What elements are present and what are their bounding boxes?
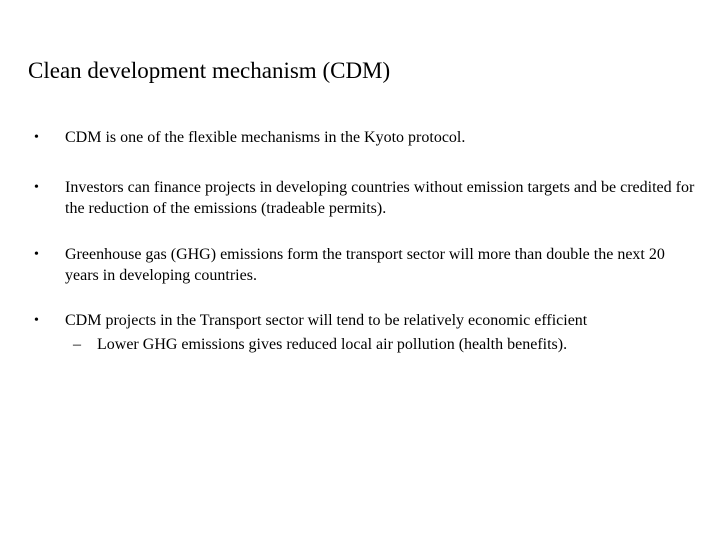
bullet-marker: • <box>34 247 39 262</box>
bullet-marker: • <box>34 313 39 328</box>
bullet-text: CDM is one of the flexible mechanisms in the Kyoto protocol. <box>65 129 466 146</box>
bullet-marker: • <box>34 130 39 145</box>
slide-title: Clean development mechanism (CDM) <box>28 58 391 83</box>
sub-bullet-text: Lower GHG emissions gives reduced local air pollution (health benefits). <box>97 336 568 353</box>
bullet-text: Greenhouse gas (GHG) emissions form the transport sector will more than double the next 20 years in developing countries. <box>65 246 665 284</box>
sub-bullet-marker: – <box>73 336 81 353</box>
bullet-text: CDM projects in the Transport sector will tend to be relatively economic efficient <box>65 312 588 329</box>
bullet-text: Investors can finance projects in developing countries without emission targets and be credited for the reduction of the emissions (tradeable permits). <box>65 179 695 217</box>
bullet-marker: • <box>34 180 39 195</box>
